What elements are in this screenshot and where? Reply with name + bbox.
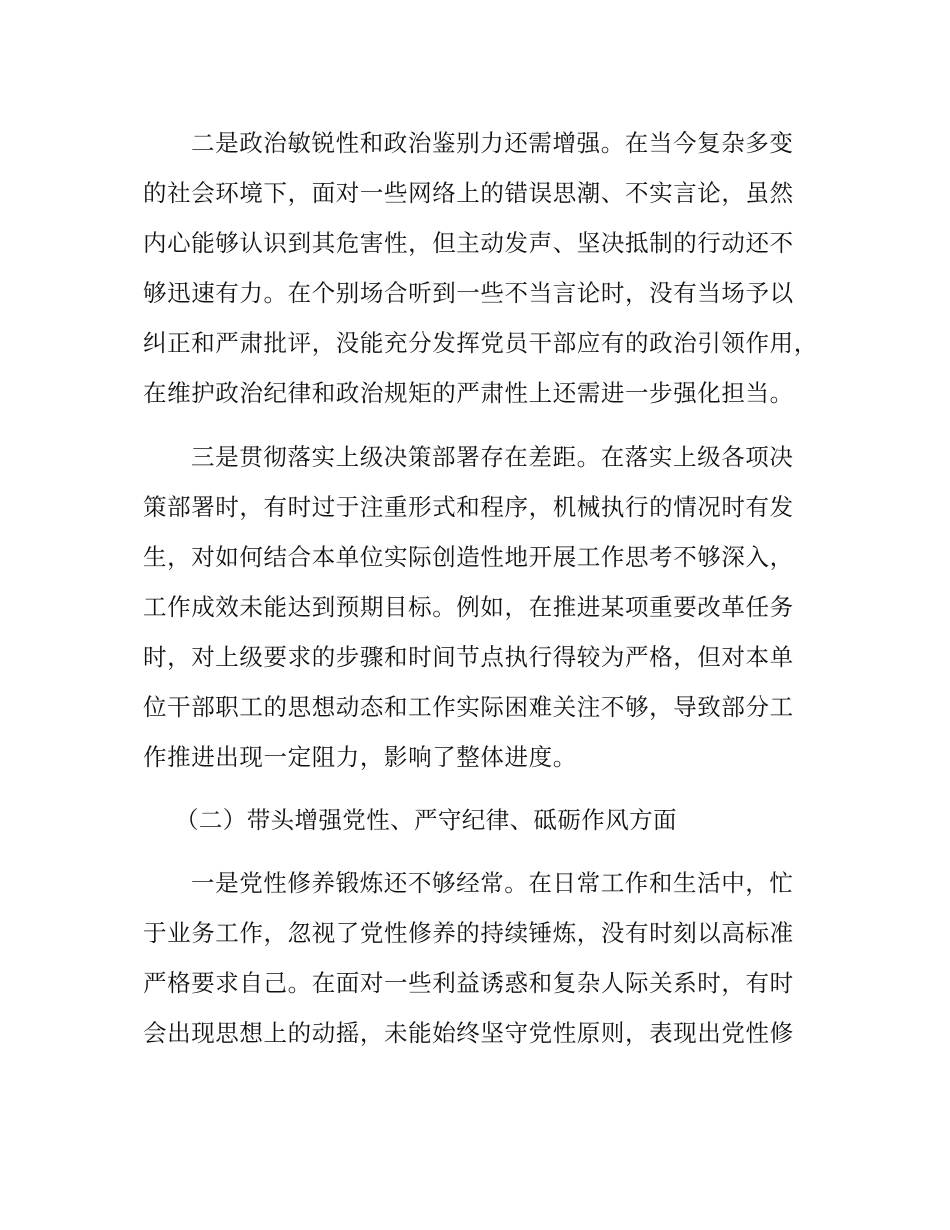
paragraph-line: 位干部职工的思想动态和工作实际困难关注不够，导致部分工 — [143, 693, 794, 721]
paragraph-line: 在维护政治纪律和政治规矩的严肃性上还需进一步强化担当。 — [143, 379, 794, 407]
paragraph-line: 够迅速有力。在个别场合听到一些不当言论时，没有当场予以 — [143, 279, 794, 307]
paragraph-line: 三是贯彻落实上级决策部署存在差距。在落实上级各项决 — [191, 443, 794, 471]
paragraph-line: 纠正和严肃批评，没能充分发挥党员干部应有的政治引领作用， — [143, 329, 818, 357]
paragraph-line: 内心能够认识到其危害性，但主动发声、坚决抵制的行动还不 — [143, 229, 794, 257]
paragraph-line: 二是政治敏锐性和政治鉴别力还需增强。在当今复杂多变 — [191, 129, 794, 157]
paragraph-line: 会出现思想上的动摇，未能始终坚守党性原则，表现出党性修 — [143, 1019, 794, 1047]
paragraph-line: 生，对如何结合本单位实际创造性地开展工作思考不够深入， — [143, 543, 794, 571]
paragraph-line: 的社会环境下，面对一些网络上的错误思潮、不实言论，虽然 — [143, 179, 794, 207]
paragraph-line: 作推进出现一定阻力，影响了整体进度。 — [143, 743, 577, 771]
paragraph-line: 于业务工作，忽视了党性修养的持续锤炼，没有时刻以高标准 — [143, 919, 794, 947]
section-heading: （二）带头增强党性、严守纪律、砥砺作风方面 — [175, 806, 677, 834]
paragraph-line: 时，对上级要求的步骤和时间节点执行得较为严格，但对本单 — [143, 643, 794, 671]
paragraph-line: 一是党性修养锻炼还不够经常。在日常工作和生活中，忙 — [191, 869, 794, 897]
paragraph-line: 策部署时，有时过于注重形式和程序，机械执行的情况时有发 — [143, 493, 794, 521]
paragraph-line: 严格要求自己。在面对一些利益诱惑和复杂人际关系时，有时 — [143, 969, 794, 997]
paragraph-line: 工作成效未能达到预期目标。例如，在推进某项重要改革任务 — [143, 593, 794, 621]
